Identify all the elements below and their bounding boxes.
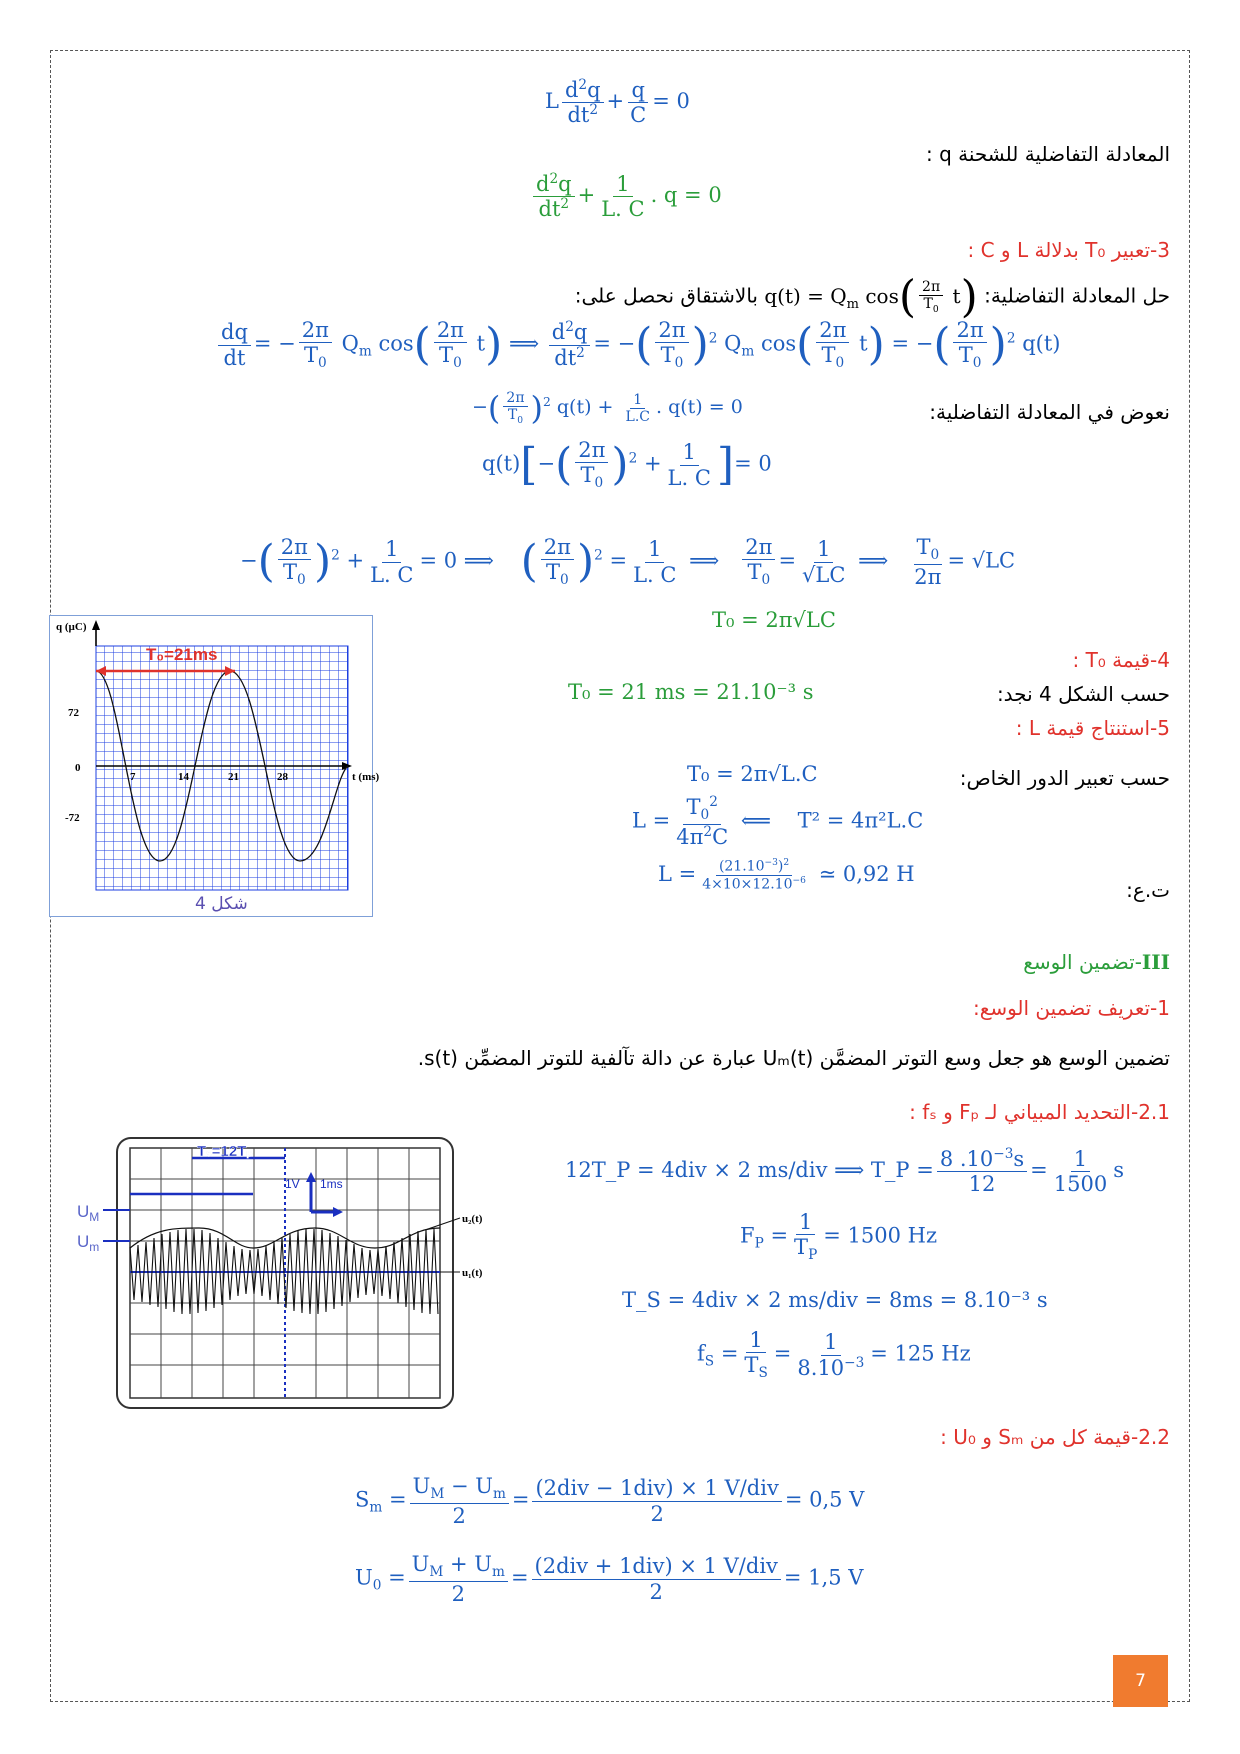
y-tick: 72 [68, 707, 79, 719]
heading-3: 3-تعبير T₀ بدلالة L و C : [967, 238, 1170, 262]
text-substitute: نعوض في المعادلة التفاضلية: [929, 400, 1170, 424]
equation-period-derivation: −( $\frac{2\pi}{T_0}$ )$^2$ + $\frac{1}{L. C}$ = 0 ⟹ ( $\frac{2\pi}{T_0}$ )$^2$ = $\frac{1}{L. C}$ ⟹ $\frac{2\pi}{T_0}$ = $\frac{1}{√LC}$ ⟹ $\frac{T_0}{2\pi}$ = √LC [240, 535, 1016, 589]
um-min-label: $U_m$ [77, 1232, 100, 1254]
text-definition: تضمين الوسع هو جعل وسع التوتر المضمَّن Uₘ(t) عبارة عن دالة تآلفية للتوتر المضمِّن s(t). [417, 1046, 1170, 1070]
equation-t0-value: T₀ = 21 ms = 21.10⁻³ s [568, 680, 814, 704]
scale-time: 1ms [320, 1177, 343, 1191]
equation-sm: $S_m$ = $\frac{U_M - U_m}{2}$ = $\frac{\text{(2div − 1div) × 1 V/div}}{2}$ = 0,5 V [355, 1474, 865, 1528]
y-tick: -72 [65, 812, 80, 824]
equation-ts: T_S = 4div × 2 ms/div = 8ms = 8.10⁻³ s [622, 1288, 1048, 1312]
equation-u0: $U_0$ = $\frac{U_M + U_m}{2}$ = $\frac{\text{(2div + 1div) × 1 V/div}}{2}$ = 1,5 V [355, 1552, 864, 1606]
figure-caption: شكل 4 [195, 894, 248, 914]
x-tick: 28 [277, 771, 288, 783]
equation-l-value: L = $\frac{(21.10^{-3})^2}{4\times 10\times 12.10^{-6}}$ ≃ 0,92 H [658, 858, 915, 893]
equation-l-expression: L = $\frac{T_0^2}{4\pi^2C}$ ⟸ T² = 4π²L.C [632, 794, 924, 849]
heading-2-2: 2.2-قيمة كل من Sₘ و U₀ : [940, 1425, 1170, 1449]
text-period-expression: حسب تعبير الدور الخاص: [959, 766, 1170, 790]
ts-label: Tₛ=12Tₚ [197, 1143, 253, 1160]
oscilloscope-screen [75, 1130, 505, 1412]
text-differential-equation: المعادلة التفاضلية للشحنة q : [925, 142, 1170, 166]
equation-fs: $f_S$ = $\frac{1}{T_S}$ = $\frac{1}{8.10^{-3}}$ = 125 Hz [697, 1328, 971, 1382]
um-max-label: $U_M$ [77, 1202, 100, 1224]
equation-fp: $F_P$ = $\frac{1}{T_P}$ = 1500 Hz [740, 1210, 938, 1264]
period-label: T₀=21ms [146, 645, 218, 664]
equation-derivatives: $\frac{dq}{dt}$ = − $\frac{2\pi}{T_0}$ $Q_m$ cos( $\frac{2\pi}{T_0}$ t) ⟹ $\frac{d^2q}{dt^2}$ = −( $\frac{2\pi}{T_0}$ )$^2$ $Q_m$ cos( $\frac{2\pi}{T_0}$ t) = −( $\frac{2\pi}{T_0}$ )$^2$ q(t) [215, 318, 1060, 372]
figure-4-graph [49, 615, 380, 917]
u1-label: u₁(t) [462, 1267, 483, 1279]
equation-t0-lc: T₀ = 2π√L.C [687, 762, 818, 786]
charge-oscillation-chart [50, 616, 380, 916]
heading-4: 4-قيمة T₀ : [1072, 648, 1170, 672]
section-3-heading: III-تضمين الوسع [1023, 950, 1170, 974]
x-axis-label: t (ms) [352, 771, 380, 783]
x-tick: 14 [178, 771, 189, 783]
x-tick: 7 [130, 771, 136, 783]
u2-label: u₂(t) [462, 1213, 483, 1225]
heading-2-1: 2.1-التحديد المبياني لـ Fₚ و fₛ : [909, 1100, 1170, 1124]
text-from-figure: حسب الشكل 4 نجد: [996, 682, 1170, 706]
text-solution: حل المعادلة التفاضلية: $q(t) = Q_m$ cos( $\frac{2\pi}{T_0}$ t) بالاشتقاق نحصل على: [574, 271, 1170, 322]
heading-3-1: 1-تعريف تضمين الوسع: [972, 996, 1170, 1020]
y-tick: 0 [75, 762, 81, 774]
equation-factored: q(t)[−( $\frac{2\pi}{T_0}$ )$^2$ + $\frac{1}{L. C}$ ]= 0 [482, 438, 772, 492]
scale-volt: 1V [285, 1177, 300, 1191]
equation-differential: $\frac{d^2q}{dt^2}$ + $\frac{1}{L. C}$ . q = 0 [530, 172, 722, 221]
equation-lc-circuit: L $\frac{d^2q}{dt^2}$ + $\frac{q}{C}$ = 0 [545, 77, 690, 128]
modulated-signal-chart [75, 1130, 505, 1412]
x-tick: 21 [228, 771, 239, 783]
text-numeric-application: ت.ع: [1126, 878, 1170, 902]
heading-5: 5-استنتاج قيمة L : [1015, 716, 1170, 740]
y-axis-label: q (µC) [56, 621, 87, 633]
page-number: 7 [1113, 1655, 1168, 1707]
equation-substituted: −( $\frac{2\pi}{T_0}$ )$^2$ q(t) + $\frac{1}{L.C}$ . q(t) = 0 [472, 389, 743, 428]
equation-tp: 12T_P = 4div × 2 ms/div ⟹ T_P = $\frac{8 .10^{-3}s}{12}$ = $\frac{1}{1500}$ s [565, 1146, 1124, 1197]
equation-t0-expression: T₀ = 2π√LC [712, 608, 836, 632]
